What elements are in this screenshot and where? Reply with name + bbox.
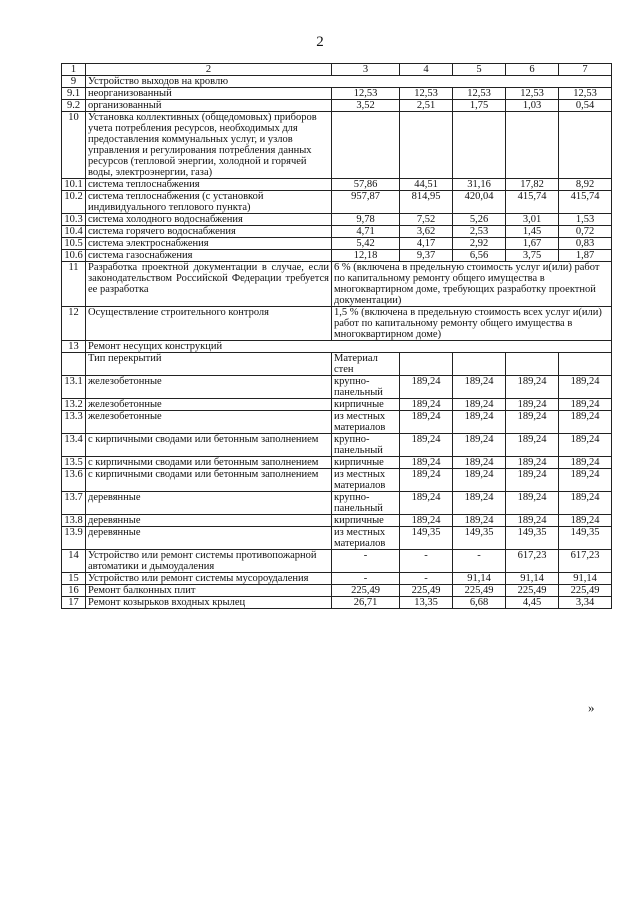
wall-material-header-cell: Материал стен [332,353,400,376]
floor-type-cell: железобетонные [86,376,332,399]
item-name-cell: Ремонт балконных плит [86,585,332,597]
value-cell: 189,24 [506,492,559,515]
value-cell: 189,24 [506,376,559,399]
item-name-cell: система газоснабжения [86,250,332,262]
item-name-cell: система теплоснабжения (с установкой индивидуального теплового пункта) [86,191,332,214]
table-row [62,469,612,492]
row-number-cell: 11 [62,262,86,307]
value-cell: 189,24 [506,434,559,457]
value-cell: 189,24 [400,515,453,527]
closing-quote: » [588,700,595,715]
value-cell: 225,49 [506,585,559,597]
table-row [62,262,612,307]
value-cell: 189,24 [453,399,506,411]
value-cell: 814,95 [400,191,453,214]
column-number-cell: 4 [400,64,453,76]
value-cell [506,112,559,179]
table-row [62,515,612,527]
item-name-cell: система теплоснабжения [86,179,332,191]
value-cell: 4,17 [400,238,453,250]
column-number-cell: 3 [332,64,400,76]
floor-type-cell: деревянные [86,515,332,527]
merged-note-cell: 6 % (включена в предельную стоимость услуг и(или) работ по капитальному ремонту общего имущества в многоквартирном доме, требующих разработку проектной документации) [332,262,612,307]
value-cell: 91,14 [453,573,506,585]
floor-type-cell: с кирпичными сводами или бетонным заполнением [86,434,332,457]
row-number-cell: 13 [62,341,86,353]
value-cell: 12,53 [400,88,453,100]
row-number-cell: 9.2 [62,100,86,112]
value-cell: 91,14 [506,573,559,585]
value-cell: 415,74 [506,191,559,214]
empty-cell [400,353,453,376]
table-row [62,434,612,457]
value-cell: 617,23 [559,550,612,573]
value-cell: 225,49 [559,585,612,597]
wall-material-cell: крупно-панельный [332,376,400,399]
value-cell: - [453,550,506,573]
value-cell: 189,24 [453,469,506,492]
floor-type-cell: железобетонные [86,411,332,434]
wall-material-cell: кирпичные [332,457,400,469]
value-cell: 31,16 [453,179,506,191]
column-number-cell: 2 [86,64,332,76]
value-cell: 149,35 [453,527,506,550]
value-cell [400,112,453,179]
row-number-cell: 13.9 [62,527,86,550]
value-cell: 189,24 [453,376,506,399]
value-cell: 0,83 [559,238,612,250]
row-number-cell: 10.3 [62,214,86,226]
value-cell: 6,68 [453,597,506,609]
cost-table [61,63,612,609]
value-cell: 5,26 [453,214,506,226]
table-row [62,214,612,226]
value-cell: 189,24 [559,515,612,527]
wall-material-cell: из местных материалов [332,411,400,434]
value-cell [332,112,400,179]
table-row [62,376,612,399]
value-cell: 17,82 [506,179,559,191]
item-name-cell: неорганизованный [86,88,332,100]
value-cell: 8,92 [559,179,612,191]
table-row [62,492,612,515]
floor-type-cell: железобетонные [86,399,332,411]
value-cell: 189,24 [453,434,506,457]
table-row [62,585,612,597]
floor-type-header-cell: Тип перекрытий [86,353,332,376]
value-cell: 1,03 [506,100,559,112]
value-cell: 3,52 [332,100,400,112]
value-cell: 189,24 [559,457,612,469]
value-cell: 6,56 [453,250,506,262]
value-cell: - [332,573,400,585]
floor-type-cell: с кирпичными сводами или бетонным заполнением [86,457,332,469]
value-cell: - [400,573,453,585]
row-number-cell: 13.6 [62,469,86,492]
row-number-cell: 10 [62,112,86,179]
value-cell [453,112,506,179]
value-cell: 189,24 [453,515,506,527]
wall-material-cell: кирпичные [332,515,400,527]
value-cell: 12,53 [559,88,612,100]
row-number-cell: 10.1 [62,179,86,191]
floor-type-cell: деревянные [86,492,332,515]
value-cell: 57,86 [332,179,400,191]
value-cell: 3,01 [506,214,559,226]
value-cell: 1,67 [506,238,559,250]
value-cell: 149,35 [559,527,612,550]
value-cell: 2,51 [400,100,453,112]
value-cell: - [332,550,400,573]
column-number-cell: 1 [62,64,86,76]
value-cell: 3,62 [400,226,453,238]
table-row [62,411,612,434]
row-number-cell: 16 [62,585,86,597]
row-number-cell: 10.6 [62,250,86,262]
value-cell: 189,24 [559,376,612,399]
value-cell: 1,75 [453,100,506,112]
table-row [62,250,612,262]
table-row [62,457,612,469]
table-row [62,238,612,250]
value-cell: 13,35 [400,597,453,609]
value-cell: 1,53 [559,214,612,226]
row-number-cell: 10.2 [62,191,86,214]
value-cell: 12,53 [332,88,400,100]
wall-material-cell: из местных материалов [332,527,400,550]
row-number-cell: 9 [62,76,86,88]
row-number-cell: 17 [62,597,86,609]
value-cell: 189,24 [559,399,612,411]
value-cell: 91,14 [559,573,612,585]
table-row [62,399,612,411]
value-cell: 12,53 [453,88,506,100]
wall-material-cell: кирпичные [332,399,400,411]
column-number-cell: 5 [453,64,506,76]
value-cell: 189,24 [400,434,453,457]
value-cell [559,112,612,179]
item-name-cell: Устройство или ремонт системы противопожарной автоматики и дымоудаления [86,550,332,573]
value-cell: 189,24 [453,411,506,434]
wall-material-cell: из местных материалов [332,469,400,492]
floor-type-cell: с кирпичными сводами или бетонным заполнением [86,469,332,492]
value-cell: 2,92 [453,238,506,250]
value-cell: 189,24 [453,457,506,469]
item-name-cell: Устройство или ремонт системы мусороудаления [86,573,332,585]
item-name-cell: Осуществление строительного контроля [86,307,332,341]
row-number-cell: 13.5 [62,457,86,469]
table-row [62,341,612,353]
table-row [62,76,612,88]
column-number-cell: 6 [506,64,559,76]
row-number-cell: 15 [62,573,86,585]
value-cell: 26,71 [332,597,400,609]
item-name-cell: организованный [86,100,332,112]
table-row [62,100,612,112]
item-name-cell: Ремонт козырьков входных крылец [86,597,332,609]
value-cell: 617,23 [506,550,559,573]
row-number-cell: 10.5 [62,238,86,250]
value-cell: 189,24 [506,457,559,469]
value-cell: 5,42 [332,238,400,250]
table-row [62,179,612,191]
value-cell: 189,24 [559,434,612,457]
column-number-cell: 7 [559,64,612,76]
empty-cell [453,353,506,376]
row-number-cell: 13.8 [62,515,86,527]
value-cell: 44,51 [400,179,453,191]
value-cell: 189,24 [559,411,612,434]
item-name-cell: система электроснабжения [86,238,332,250]
value-cell: 225,49 [400,585,453,597]
page-number: 2 [316,34,324,50]
table-row [62,527,612,550]
value-cell: 415,74 [559,191,612,214]
table-row [62,307,612,341]
value-cell: 189,24 [400,469,453,492]
value-cell: 7,52 [400,214,453,226]
row-number-cell: 13.7 [62,492,86,515]
value-cell: 189,24 [506,469,559,492]
table-header-row [62,64,612,76]
value-cell: 1,45 [506,226,559,238]
row-number-cell: 13.4 [62,434,86,457]
value-cell: 189,24 [506,515,559,527]
table-row [62,88,612,100]
row-number-cell: 13.3 [62,411,86,434]
value-cell: 149,35 [400,527,453,550]
value-cell: 4,45 [506,597,559,609]
value-cell: 225,49 [332,585,400,597]
row-number-cell: 13.2 [62,399,86,411]
merged-note-cell: 1,5 % (включена в предельную стоимость всех услуг и(или) работ по капитальному ремонту общего имущества в многоквартирном доме) [332,307,612,341]
value-cell: 3,34 [559,597,612,609]
value-cell: 189,24 [400,376,453,399]
row-number-cell: 10.4 [62,226,86,238]
item-name-cell: система холодного водоснабжения [86,214,332,226]
row-number-cell [62,353,86,376]
value-cell: 189,24 [400,411,453,434]
value-cell: 189,24 [506,411,559,434]
value-cell: 420,04 [453,191,506,214]
value-cell: 2,53 [453,226,506,238]
item-name-cell: система горячего водоснабжения [86,226,332,238]
value-cell: 0,54 [559,100,612,112]
value-cell: 9,37 [400,250,453,262]
table-row [62,573,612,585]
value-cell: 189,24 [400,457,453,469]
table-row [62,226,612,238]
value-cell: 12,18 [332,250,400,262]
empty-cell [559,353,612,376]
value-cell: 4,71 [332,226,400,238]
item-name-cell: Установка коллективных (общедомовых) приборов учета потребления ресурсов, необходимых для предоставления коммунальных услуг, и узлов управления и регулирования потребления данных ресурсов (тепловой энергии, холодной и горячей воды, электроэнергии, газа) [86,112,332,179]
row-number-cell: 14 [62,550,86,573]
item-name-cell: Разработка проектной документации в случае, если законодательством Российской Федерации требуется ее разработка [86,262,332,307]
table-row [62,353,612,376]
value-cell: 189,24 [506,399,559,411]
section-title-cell: Устройство выходов на кровлю [86,76,612,88]
row-number-cell: 9.1 [62,88,86,100]
value-cell: 0,72 [559,226,612,238]
table-row [62,112,612,179]
wall-material-cell: крупно-панельный [332,492,400,515]
value-cell: 189,24 [559,469,612,492]
value-cell: 1,87 [559,250,612,262]
value-cell: - [400,550,453,573]
value-cell: 189,24 [453,492,506,515]
value-cell: 189,24 [400,492,453,515]
row-number-cell: 13.1 [62,376,86,399]
table-row [62,191,612,214]
table-row [62,597,612,609]
value-cell: 225,49 [453,585,506,597]
value-cell: 189,24 [559,492,612,515]
value-cell: 189,24 [400,399,453,411]
empty-cell [506,353,559,376]
floor-type-cell: деревянные [86,527,332,550]
value-cell: 3,75 [506,250,559,262]
value-cell: 9,78 [332,214,400,226]
table-row [62,550,612,573]
value-cell: 957,87 [332,191,400,214]
value-cell: 149,35 [506,527,559,550]
row-number-cell: 12 [62,307,86,341]
wall-material-cell: крупно-панельный [332,434,400,457]
value-cell: 12,53 [506,88,559,100]
section-title-cell: Ремонт несущих конструкций [86,341,612,353]
